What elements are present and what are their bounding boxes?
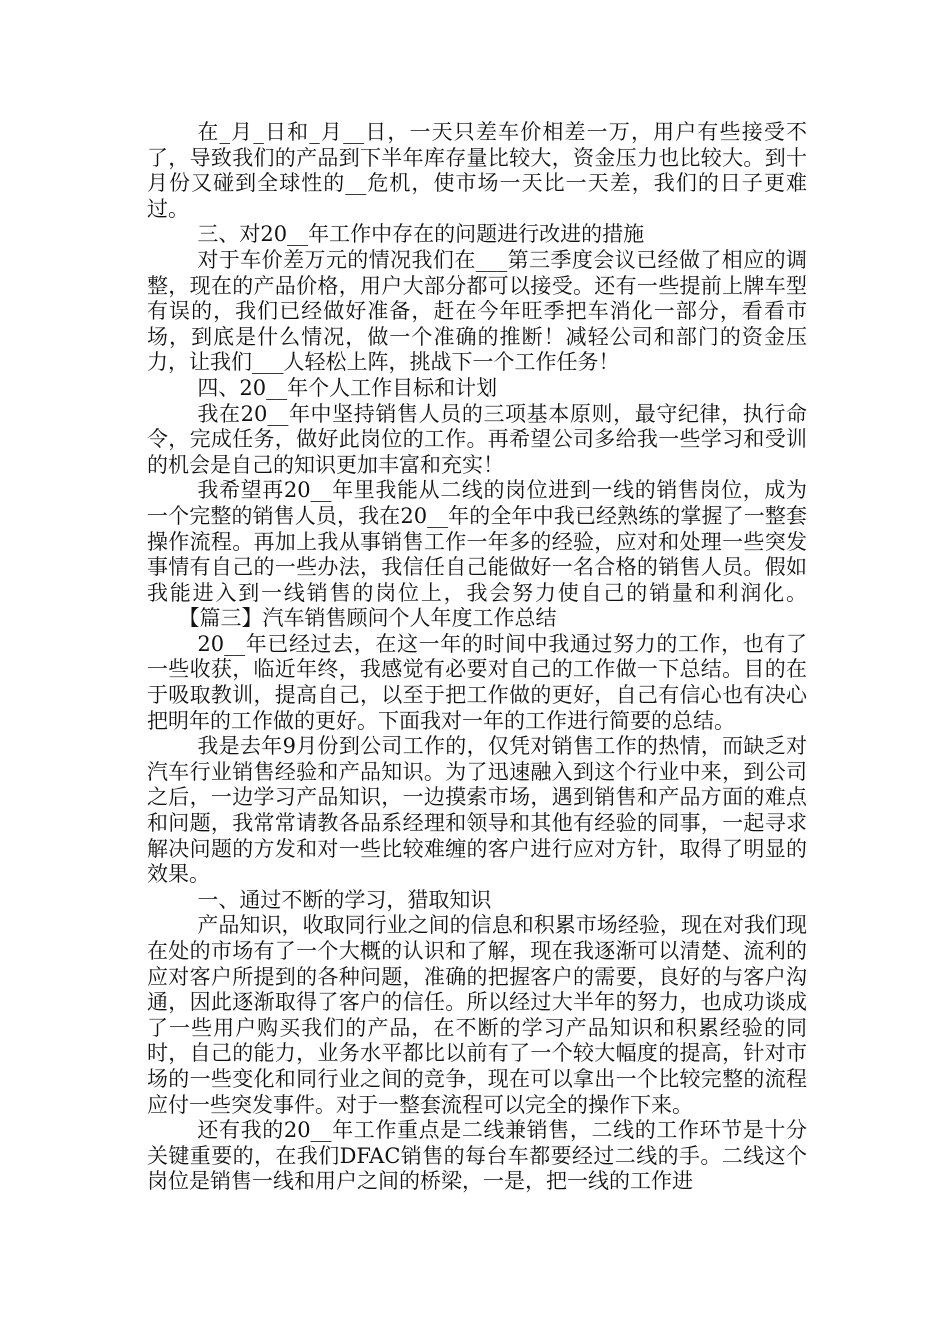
paragraph-price-adjustment: 对于车价差万元的情况我们在___第三季度会议已经做了相应的调整，现在的产品价格，用户大部分都可以接受。还有一些提前上牌车型有误的，我们已经做好准备，赶在今年旺季把车消化一部分，看看市场，到底是什么情况，做一个准确的推断！减轻公司和部门的资金压力，让我们___人轻松上阵，挑战下一个工作任务！ <box>147 247 807 375</box>
paragraph-frontline-hope <box>147 478 807 632</box>
heading-personal-goals: 四、20__年个人工作目标和计划 <box>197 375 498 400</box>
paragraph-price-gap: 在_月_日和_月__日，一天只差车价相差一万，用户有些接受不了，导致我们的产品到下半年库存量比较大，资金压力也比较大。到十月份又碰到全球性的__危机，使市场一天比一天差，我们的日子更难过。 <box>147 120 807 221</box>
paragraph-year-review: 20__年已经过去，在这一年的时间中我通过努力的工作，也有了一些收获，临近年终，我感觉有必要对自己的工作做一下总结。目的在于吸取教训，提高自己，以至于把工作做的更好，自己有信心也有决心把明年的工作做的更好。下面我对一年的工作进行简要的总结。 <box>147 631 807 733</box>
paragraph-product-knowledge: 产品知识，收取同行业之间的信息和积累市场经验，现在对我们现在处的市场有了一个大概的认识和了解，现在我逐渐可以清楚、流利的应对客户所提到的各种问题，准确的把握客户的需要，良好的与客户沟通，因此逐渐取得了客户的信任。所以经过大半年的努力，也成功谈成了一些用户购买我们的产品，在不断的学习产品知识和积累经验的同时，自己的能力，业务水平都比以前有了一个较大幅度的提高，针对市场的一些变化和同行业之间的竞争，现在可以拿出一个比较完整的流程应付一些突发事件。对于一整套流程可以完全的操作下来。 <box>147 913 807 1117</box>
paragraph-second-line-work: 还有我的20__年工作重点是二线兼销售，二线的工作环节是十分关键重要的，在我们DFAC销售的每台车都要经过二线的手。二线这个岗位是销售一线和用户之间的桥梁，一是，把一线的工作进 <box>147 1118 807 1194</box>
heading-continuous-learning: 一、通过不断的学习，猎取知识 <box>197 887 492 912</box>
document-body <box>147 120 807 1195</box>
paragraph-joining-company: 我是去年9月份到公司工作的，仅凭对销售工作的热情，而缺乏对汽车行业销售经验和产品知识。为了迅速融入到这个行业中来，到公司之后，一边学习产品知识，一边摸索市场，遇到销售和产品方面的难点和问题，我常常请教各品系经理和领导和其他有经验的同事，一起寻求解决问题的方发和对一些比较难缠的客户进行应对方针，取得了明显的效果。 <box>147 734 807 887</box>
paragraph-sales-principles: 我在20__年中坚持销售人员的三项基本原则，最守纪律，执行命令，完成任务，做好此岗位的工作。再希望公司多给我一些学习和受训的机会是自己的知识更加丰富和充实！ <box>147 401 807 477</box>
section-title-part-three: 【篇三】汽车销售顾问个人年度工作总结 <box>178 606 557 631</box>
heading-improvement-measures: 三、对20__年工作中存在的问题进行改进的措施 <box>197 222 645 247</box>
paragraph-frontline-hope-text: 我希望再20__年里我能从二线的岗位进到一线的销售岗位，成为一个完整的销售人员，我在20__年的全年中我已经熟练的掌握了一整套操作流程。再加上我从事销售工作一年多的经验，应对和处理一些突发事情有自己的一些办法，我信任自己能做好一名合格的销售人员。假如我能进入到一线销售的岗位上，我会努力使自己的销量和利润化。 <box>147 478 807 605</box>
